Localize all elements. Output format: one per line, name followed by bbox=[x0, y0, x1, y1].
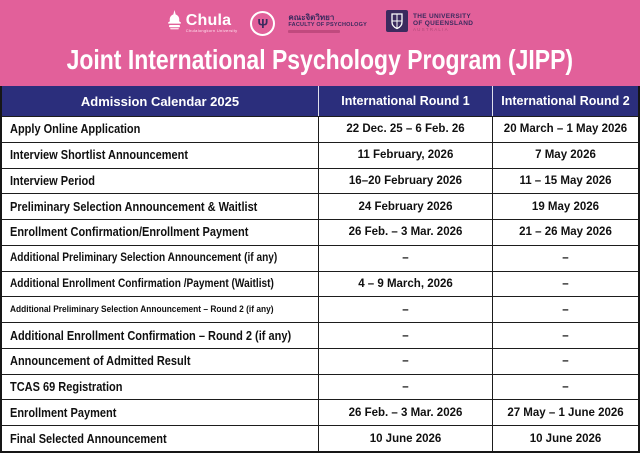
round1-cell: 26 Feb. – 3 Mar. 2026 bbox=[318, 220, 492, 245]
row-label: Enrollment Payment bbox=[10, 405, 117, 420]
page-title-wrap bbox=[0, 40, 640, 80]
round2-cell: 7 May 2026 bbox=[492, 143, 638, 168]
round2-cell: – bbox=[492, 349, 638, 374]
row-label: Preliminary Selection Announcement & Waitlist bbox=[10, 199, 258, 214]
table-row bbox=[2, 168, 638, 194]
table-row bbox=[2, 245, 638, 271]
table-row bbox=[2, 399, 638, 425]
row-label: TCAS 69 Registration bbox=[10, 380, 123, 395]
logo-uq bbox=[386, 10, 473, 37]
table-row bbox=[2, 142, 638, 168]
uq-shield-icon bbox=[386, 10, 408, 37]
row-label: Announcement of Admitted Result bbox=[10, 354, 191, 369]
round1-cell: 10 June 2026 bbox=[318, 426, 492, 451]
round1-cell: – bbox=[318, 375, 492, 400]
round2-cell: 19 May 2026 bbox=[492, 194, 638, 219]
table-row bbox=[2, 219, 638, 245]
row-label: Interview Shortlist Announcement bbox=[10, 148, 189, 163]
round2-cell: – bbox=[492, 246, 638, 271]
header-cell-round1: International Round 1 bbox=[318, 86, 492, 116]
round1-cell: 24 February 2026 bbox=[318, 194, 492, 219]
row-label: Interview Period bbox=[10, 173, 95, 188]
table-row bbox=[2, 348, 638, 374]
logo-chula bbox=[167, 10, 238, 37]
round1-cell: 11 February, 2026 bbox=[318, 143, 492, 168]
round2-cell: 27 May – 1 June 2026 bbox=[492, 400, 638, 425]
chula-subtitle: Chulalongkorn University bbox=[185, 27, 238, 33]
row-label: Final Selected Announcement bbox=[10, 431, 167, 446]
round2-cell: – bbox=[492, 272, 638, 297]
row-label: Additional Preliminary Selection Announcement (if any) bbox=[10, 252, 278, 265]
uq-name-line1: THE UNIVERSITY bbox=[412, 12, 471, 20]
round1-cell: – bbox=[318, 349, 492, 374]
logo-row bbox=[0, 9, 640, 37]
table-row bbox=[2, 374, 638, 400]
table-body bbox=[2, 116, 638, 451]
psi-glyph: Ψ bbox=[257, 15, 269, 31]
round2-cell: – bbox=[492, 323, 638, 348]
round1-cell: 16–20 February 2026 bbox=[318, 169, 492, 194]
round2-cell: 20 March – 1 May 2026 bbox=[492, 117, 638, 142]
chula-emblem-icon bbox=[167, 10, 182, 37]
table-header-row bbox=[2, 86, 638, 116]
faculty-underline-strip bbox=[288, 30, 340, 33]
row-label: Additional Preliminary Selection Announcement – Round 2 (if any) bbox=[10, 304, 274, 316]
row-label: Apply Online Application bbox=[10, 122, 141, 137]
header-cell-calendar: Admission Calendar 2025 bbox=[80, 93, 240, 109]
table-row bbox=[2, 296, 638, 322]
round1-cell: 22 Dec. 25 – 6 Feb. 26 bbox=[318, 117, 492, 142]
faculty-english-name: FACULTY OF PSYCHOLOGY bbox=[288, 21, 367, 28]
table-row bbox=[2, 322, 638, 348]
table-row bbox=[2, 193, 638, 219]
uq-name-line3: AUSTRALIA bbox=[412, 27, 449, 33]
table-row bbox=[2, 271, 638, 297]
chula-wordmark: Chula bbox=[185, 11, 232, 29]
round1-cell: – bbox=[318, 323, 492, 348]
table-row bbox=[2, 425, 638, 451]
round2-cell: 10 June 2026 bbox=[492, 426, 638, 451]
round1-cell: 4 – 9 March, 2026 bbox=[318, 272, 492, 297]
row-label: Additional Enrollment Confirmation /Payment (Waitlist) bbox=[10, 277, 274, 290]
round2-cell: 11 – 15 May 2026 bbox=[492, 169, 638, 194]
row-label: Enrollment Confirmation/Enrollment Payment bbox=[10, 225, 249, 240]
banner bbox=[0, 0, 640, 86]
psi-circle-icon bbox=[250, 11, 275, 36]
round1-cell: – bbox=[318, 246, 492, 271]
round1-cell: 26 Feb. – 3 Mar. 2026 bbox=[318, 400, 492, 425]
table-row bbox=[2, 116, 638, 142]
round2-cell: – bbox=[492, 375, 638, 400]
faculty-of-psychology-logotext bbox=[288, 13, 367, 34]
round2-cell: 21 – 26 May 2026 bbox=[492, 220, 638, 245]
faculty-thai-name: คณะจิตวิทยา bbox=[288, 12, 335, 22]
round2-cell: – bbox=[492, 297, 638, 322]
header-cell-round2: International Round 2 bbox=[492, 86, 638, 116]
admission-calendar-table bbox=[0, 86, 640, 453]
row-label: Additional Enrollment Confirmation – Round 2 (if any) bbox=[10, 328, 292, 343]
round1-cell: – bbox=[318, 297, 492, 322]
uq-name-line2: OF QUEENSLAND bbox=[412, 20, 474, 28]
page-title: Joint International Psychology Program (JIPP) bbox=[66, 44, 574, 75]
